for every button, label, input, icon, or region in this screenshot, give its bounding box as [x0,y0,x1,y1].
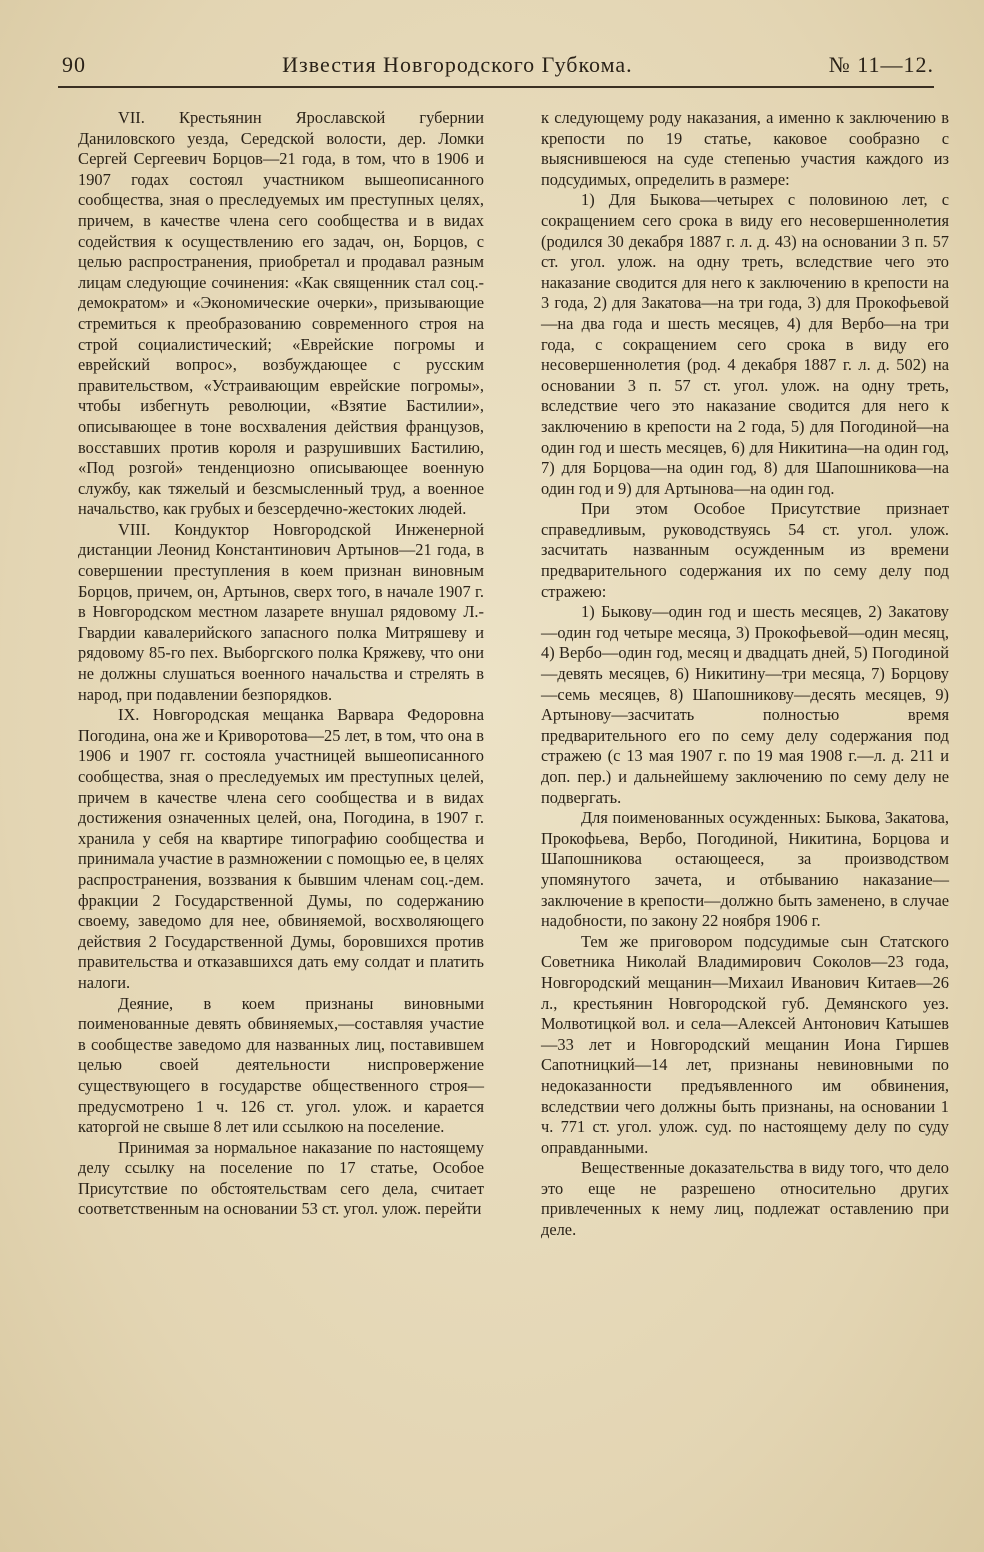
paragraph: IX. Новгородская мещанка Варвара Федоровна Погодина, она же и Криворотова—25 лет, в том, что она в 1906 и 1907 гг. состояла участницей вышеописанного сообщества, зная о преследуемых им преступных целей, причем в качестве члена сего сообщества и в видах достижения означенных целей, она, Погодина, в 1907 г. хранила у себя на квартире типографию сообщества и принимала участие в размножении с помощью ее, в целях распространения, воззвания к бывшим членам соц.-дем. фракции 2 Государственной Думы, по содержанию своему, заведомо для нее, обвиняемой, восхволяющего действия 2 Государственной Думы, боровшихся против правительства и отказавшихся дать ему солдат и платить налоги. [78,705,484,992]
journal-title: Известия Новгородского Губкома. [282,52,633,77]
paragraph: 1) Быкову—один год и шесть месяцев, 2) Закатову—один год четыре месяца, 3) Прокофьевой—один месяц, 4) Вербо—один год, месяц и двадцать дней, 5) Погодиной—девять месяцев, 6) Никитину—три месяца, 7) Борцову—семь месяцев, 8) Шапошникову—десять месяцев, 9) Артынову—засчитать полностью время предварительного его по сему делу содержания под стражею (с 13 мая 1907 г. по 19 мая 1908 г.—л. д. 211 и доп. пер.) и дальнейшему заключению по сему делу не подвергать. [541,602,949,807]
issue-number: № 11—12. [828,52,934,77]
page-number: 90 [62,52,86,77]
paragraph: Тем же приговором подсудимые сын Статского Советника Николай Владимирович Соколов—23 года, Новгородский мещанин—Михаил Иванович Китаев—26 л., крестьянин Новгородской губ. Демянского уез. Молвотицкой вол. и села—Алексей Антонович Катышев—33 лет и Новгородский мещанин Иона Гиршев Сапотницкий—14 лет, признаны невиновными по недоказанности предъявленного им обвинения, вследствии чего должны быть признаны, на основании 1 ч. 771 ст. угол. улож. суд. по настоящему делу по суду оправданными. [541,931,949,1157]
paragraph: Принимая за нормальное наказание по настоящему делу ссылку на поселение по 17 статье, Особое Присутствие по обстоятельствам сего дела, считает соответственным на основании 53 ст. угол. улож. перейти [78,1137,484,1219]
right-column [541,108,949,1241]
paragraph: При этом Особое Присутствие признает справедливым, руководствуясь 54 ст. угол. улож. засчитать названным осужденным из времени предварительного содержания их по сему делу под стражею: [541,499,949,601]
paragraph: 1) Для Быкова—четырех с половиною лет, с сокращением сего срока в виду его несовершеннолетия (родился 30 декабря 1887 г. л. д. 43) на основании 3 п. 57 ст. угол. улож. на одну треть, вследствие чего это наказание сводится для него к заключению в крепости на 3 года, 2) для Закатова—на три года, 3) для Прокофьевой—на два года и шесть месяцев, 4) для Вербо—на три года, с сокращением сего срока в виду его несовершеннолетия (род. 4 декабря 1887 г. л. д. 502) на основании 3 п. 57 ст. угол. улож. на одну треть, вследствие чего это наказание сводится для него к заключению в крепости на 2 года, 5) для Погодиной—на один год и шесть месяцев, 6) для Никитина—на один год, 7) для Борцова—на один год, 8) для Шапошникова—на один год и 9) для Артынова—на один год. [541,190,949,498]
paragraph: VIII. Кондуктор Новгородской Инженерной дистанции Леонид Константинович Артынов—21 года, в совершении преступления в коем признан виновным Борцов, причем, он, Артынов, сверх того, в начале 1907 г. в Новгородском местном лазарете внушал рядовому Л.-Гвардии кавалерийского запасного полка Митряшеву и рядовому 85-го пех. Выборгского полка Кряжеву, что они не должны слушаться военного начальства и стрелять в народ, при подавлении безпорядков. [78,519,484,704]
paragraph: Для поименованных осужденных: Быкова, Закатова, Прокофьева, Вербо, Погодиной, Никитина, Борцова и Шапошникова остающееся, за производством упомянутого зачета, и отбыванию наказание—заключение в крепости—должно быть заменено, в случае надобности, по закону 22 ноября 1906 г. [541,808,949,931]
running-header [62,52,934,82]
header-rule [58,86,934,88]
paragraph: к следующему роду наказания, а именно к заключению в крепости по 19 статье, каковое сообразно с выяснившеюся на суде степенью участия каждого из подсудимых, определить в размере: [541,108,949,189]
left-column [78,108,484,1220]
paragraph: Вещественные доказательства в виду того, что дело это еще не разрешено относительно других привлеченных к нему лиц, подлежат оставлению при деле. [541,1158,949,1240]
paragraph: Деяние, в коем признаны виновными поименованные девять обвиняемых,—составляя участие в сообществе заведомо для названных лиц, поставившем целью своей деятельности ниспровержение существующего в государстве общественного строя—предусмотрено 1 ч. 126 ст. угол. улож. и карается каторгой не свыше 8 лет или ссылкою на поселение. [78,993,484,1137]
paragraph: VII. Крестьянин Ярославской губернии Даниловского уезда, Середской волости, дер. Ломки Сергей Сергеевич Борцов—21 года, в том, что в 1906 и 1907 годах состоял участником вышеописанного сообщества, зная о преследуемых им преступных целях, причем, в качестве члена сего сообщества и в видах содействия к осуществлению его задач, он, Борцов, с целью распространения, приобретал и продавал разным лицам следующие сочинения: «Как священник стал соц.-демократом» и «Экономические очерки», призывающие стремиться к преобразованию современного строя на строй социалистический; «Еврейские погромы и еврейский вопрос», возбуждающее с русским правительством, «Устраивающим еврейские погромы», чтобы избегнуть революции, «Взятие Бастилии», описывающее в тоне восхваления действия французов, восставших против короля и разрушивших Бастилию, «Под розгой» тенденциозно описывающее военную службу, как тяжелый и безсмысленный труд, а военное начальство, как грубых и безсердечно-жестоких людей. [78,108,484,519]
